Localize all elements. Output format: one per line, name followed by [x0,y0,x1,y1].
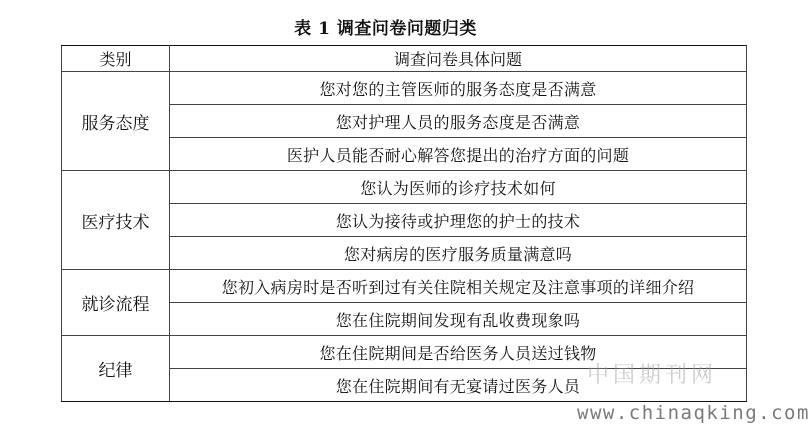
question-cell: 您在住院期间是否给医务人员送过钱物 [170,336,747,369]
question-cell: 您对您的主管医师的服务态度是否满意 [170,72,747,105]
question-cell: 您对护理人员的服务态度是否满意 [170,105,747,138]
question-cell: 您对病房的医疗服务质量满意吗 [170,237,747,270]
header-questions: 调查问卷具体问题 [170,46,747,72]
table-row [62,171,747,204]
watermark-url: www.chinaqking.com [577,402,810,424]
question-cell: 您初入病房时是否听到过有关住院相关规定及注意事项的详细介绍 [170,270,747,303]
watermark-text: 中国期刊网 [587,363,718,388]
question-cell: 您认为接待或护理您的护士的技术 [170,204,747,237]
table-row [62,72,747,105]
question-cell: 您在住院期间发现有乱收费现象吗 [170,303,747,336]
question-cell: 您认为医师的诊疗技术如何 [170,171,747,204]
category-cell: 纪律 [62,336,170,402]
table-header-row [62,46,747,72]
category-cell: 医疗技术 [62,171,170,270]
question-cell: 医护人员能否耐心解答您提出的治疗方面的问题 [170,138,747,171]
category-cell: 服务态度 [62,72,170,171]
table-row [62,270,747,303]
header-category: 类别 [62,46,170,72]
question-cell: 您在住院期间有无宴请过医务人员 [170,369,747,402]
question-classification-table [61,45,747,402]
table-title: 表 1 调查问卷问题归类 [294,19,477,39]
category-cell: 就诊流程 [62,270,170,336]
